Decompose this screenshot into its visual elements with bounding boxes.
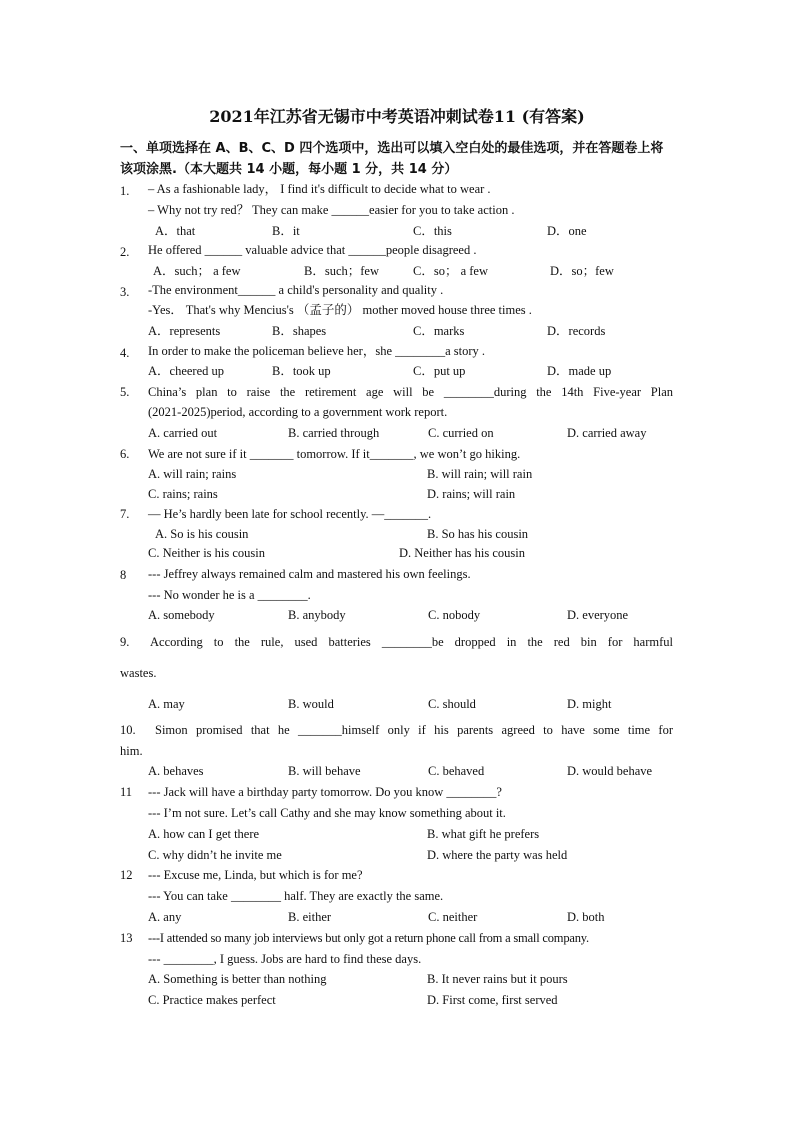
question-text: --- I’m not sure. Let’s call Cathy and she may know something about it. bbox=[148, 806, 506, 820]
question-text: (2021-2025)period, according to a government work report. bbox=[148, 405, 448, 419]
question-text: ---I attended so many job interviews but only got a return phone call from a small company. bbox=[148, 931, 589, 945]
question-number: 10. bbox=[120, 723, 136, 737]
question-number: 8 bbox=[120, 568, 127, 582]
option-d: D. would behave bbox=[567, 764, 653, 778]
question-text: him. bbox=[120, 744, 143, 758]
option-c: C. nobody bbox=[428, 608, 481, 622]
question-text: --- No wonder he is a ________. bbox=[148, 588, 311, 602]
question-text: Simon promised that he _______himself only if his parents agreed to have some time for bbox=[155, 723, 673, 737]
option-b: B. So has his cousin bbox=[427, 527, 529, 541]
option-d: D. might bbox=[567, 697, 612, 711]
option-d: D. Neither has his cousin bbox=[399, 546, 526, 560]
question-text: -Yes． That's why Mencius's （孟子的） mother moved house three times . bbox=[148, 303, 532, 317]
option-c: C. rains; rains bbox=[148, 487, 218, 501]
option-d: D. First come, first served bbox=[427, 993, 558, 1007]
option-a: A．represents bbox=[148, 324, 221, 338]
option-c: C. Practice makes perfect bbox=[148, 993, 276, 1007]
option-a: A. So is his cousin bbox=[155, 527, 249, 541]
option-a: A. may bbox=[148, 697, 185, 711]
option-b: B. what gift he prefers bbox=[427, 827, 540, 841]
option-a: A. will rain; rains bbox=[148, 467, 237, 481]
question-text: --- Jack will have a birthday party tomorrow. Do you know ________? bbox=[148, 785, 502, 799]
option-b: B. would bbox=[288, 697, 334, 711]
question-text: wastes. bbox=[120, 666, 157, 680]
question-text: — He’s hardly been late for school recently. —_______. bbox=[148, 507, 432, 521]
question-number: 13 bbox=[120, 931, 133, 945]
option-d: D. rains; will rain bbox=[427, 487, 516, 501]
option-c: C．so； a few bbox=[413, 264, 488, 278]
option-b: B. either bbox=[288, 910, 332, 924]
option-a: A. any bbox=[148, 910, 182, 924]
option-d: D．one bbox=[547, 224, 587, 238]
option-c: C．put up bbox=[413, 364, 466, 378]
option-d: D. both bbox=[567, 910, 605, 924]
option-b: B. carried through bbox=[288, 426, 380, 440]
option-d: D. everyone bbox=[567, 608, 629, 622]
question-text: He offered ______ valuable advice that ______people disagreed . bbox=[148, 243, 477, 257]
option-a: A．such； a few bbox=[153, 264, 241, 278]
question-number: 4. bbox=[120, 346, 130, 360]
question-text: In order to make the policeman believe her，she ________a story . bbox=[148, 344, 486, 358]
option-a: A. carried out bbox=[148, 426, 218, 440]
option-a: A．cheered up bbox=[148, 364, 225, 378]
option-b: B．it bbox=[272, 224, 300, 238]
option-c: C. behaved bbox=[428, 764, 485, 778]
question-number: 3. bbox=[120, 285, 130, 299]
question-number: 7. bbox=[120, 507, 130, 521]
option-a: A. Something is better than nothing bbox=[148, 972, 327, 986]
option-a: A．that bbox=[155, 224, 196, 238]
question-text: We are not sure if it _______ tomorrow. If it_______, we won’t go hiking. bbox=[148, 447, 521, 461]
option-c: C. curried on bbox=[428, 426, 494, 440]
option-d: D. where the party was held bbox=[427, 848, 568, 862]
question-number: 5. bbox=[120, 385, 130, 399]
option-b: B. will behave bbox=[288, 764, 361, 778]
question-text: – Why not try red？ They can make ______easier for you to take action . bbox=[148, 203, 515, 217]
option-b: B．such；few bbox=[304, 264, 379, 278]
option-b: B．shapes bbox=[272, 324, 327, 338]
option-d: D．records bbox=[547, 324, 606, 338]
question-text: China’s plan to raise the retirement age will be ________during the 14th Five-year Plan bbox=[148, 385, 673, 399]
option-a: A. behaves bbox=[148, 764, 204, 778]
option-b: B. will rain; will rain bbox=[427, 467, 533, 481]
question-number: 9. bbox=[120, 635, 130, 649]
option-d: D．so；few bbox=[550, 264, 614, 278]
question-text: --- Excuse me, Linda, but which is for me? bbox=[148, 868, 363, 882]
section-heading: 一、单项选择在 A、B、C、D 四个选项中，选出可以填入空白处的最佳选项，并在答题卷上将 该项涂黑.（本大题共 14 小题，每小题 1 分，共 14 分） bbox=[120, 141, 664, 177]
option-a: A. somebody bbox=[148, 608, 215, 622]
option-d: D. carried away bbox=[567, 426, 647, 440]
question-text: – As a fashionable lady， I find it's difficult to decide what to wear . bbox=[148, 182, 491, 196]
option-d: D．made up bbox=[547, 364, 612, 378]
question-text: --- You can take ________ half. They are exactly the same. bbox=[148, 889, 444, 903]
option-b: B．took up bbox=[272, 364, 331, 378]
question-number: 6. bbox=[120, 447, 130, 461]
option-c: C. Neither is his cousin bbox=[148, 546, 266, 560]
question-text: --- Jeffrey always remained calm and mastered his own feelings. bbox=[148, 567, 471, 581]
page-title: 2021年江苏省无锡市中考英语冲刺试卷11 (有答案) bbox=[209, 107, 585, 126]
option-c: C. should bbox=[428, 697, 476, 711]
question-text: According to the rule, used batteries ________be dropped in the red bin for harmful bbox=[150, 635, 673, 649]
option-b: B. It never rains but it pours bbox=[427, 972, 568, 986]
question-text: --- ________, I guess. Jobs are hard to find these days. bbox=[148, 952, 422, 966]
option-a: A. how can I get there bbox=[148, 827, 260, 841]
option-c: C. why didn’t he invite me bbox=[148, 848, 282, 862]
question-text: -The environment______ a child's personality and quality . bbox=[148, 283, 444, 297]
question-number: 12 bbox=[120, 868, 133, 882]
question-number: 11 bbox=[120, 785, 133, 799]
option-c: C. neither bbox=[428, 910, 478, 924]
question-number: 1. bbox=[120, 184, 130, 198]
option-c: C．marks bbox=[413, 324, 465, 338]
question-number: 2. bbox=[120, 245, 130, 259]
option-b: B. anybody bbox=[288, 608, 346, 622]
option-c: C．this bbox=[413, 224, 452, 238]
